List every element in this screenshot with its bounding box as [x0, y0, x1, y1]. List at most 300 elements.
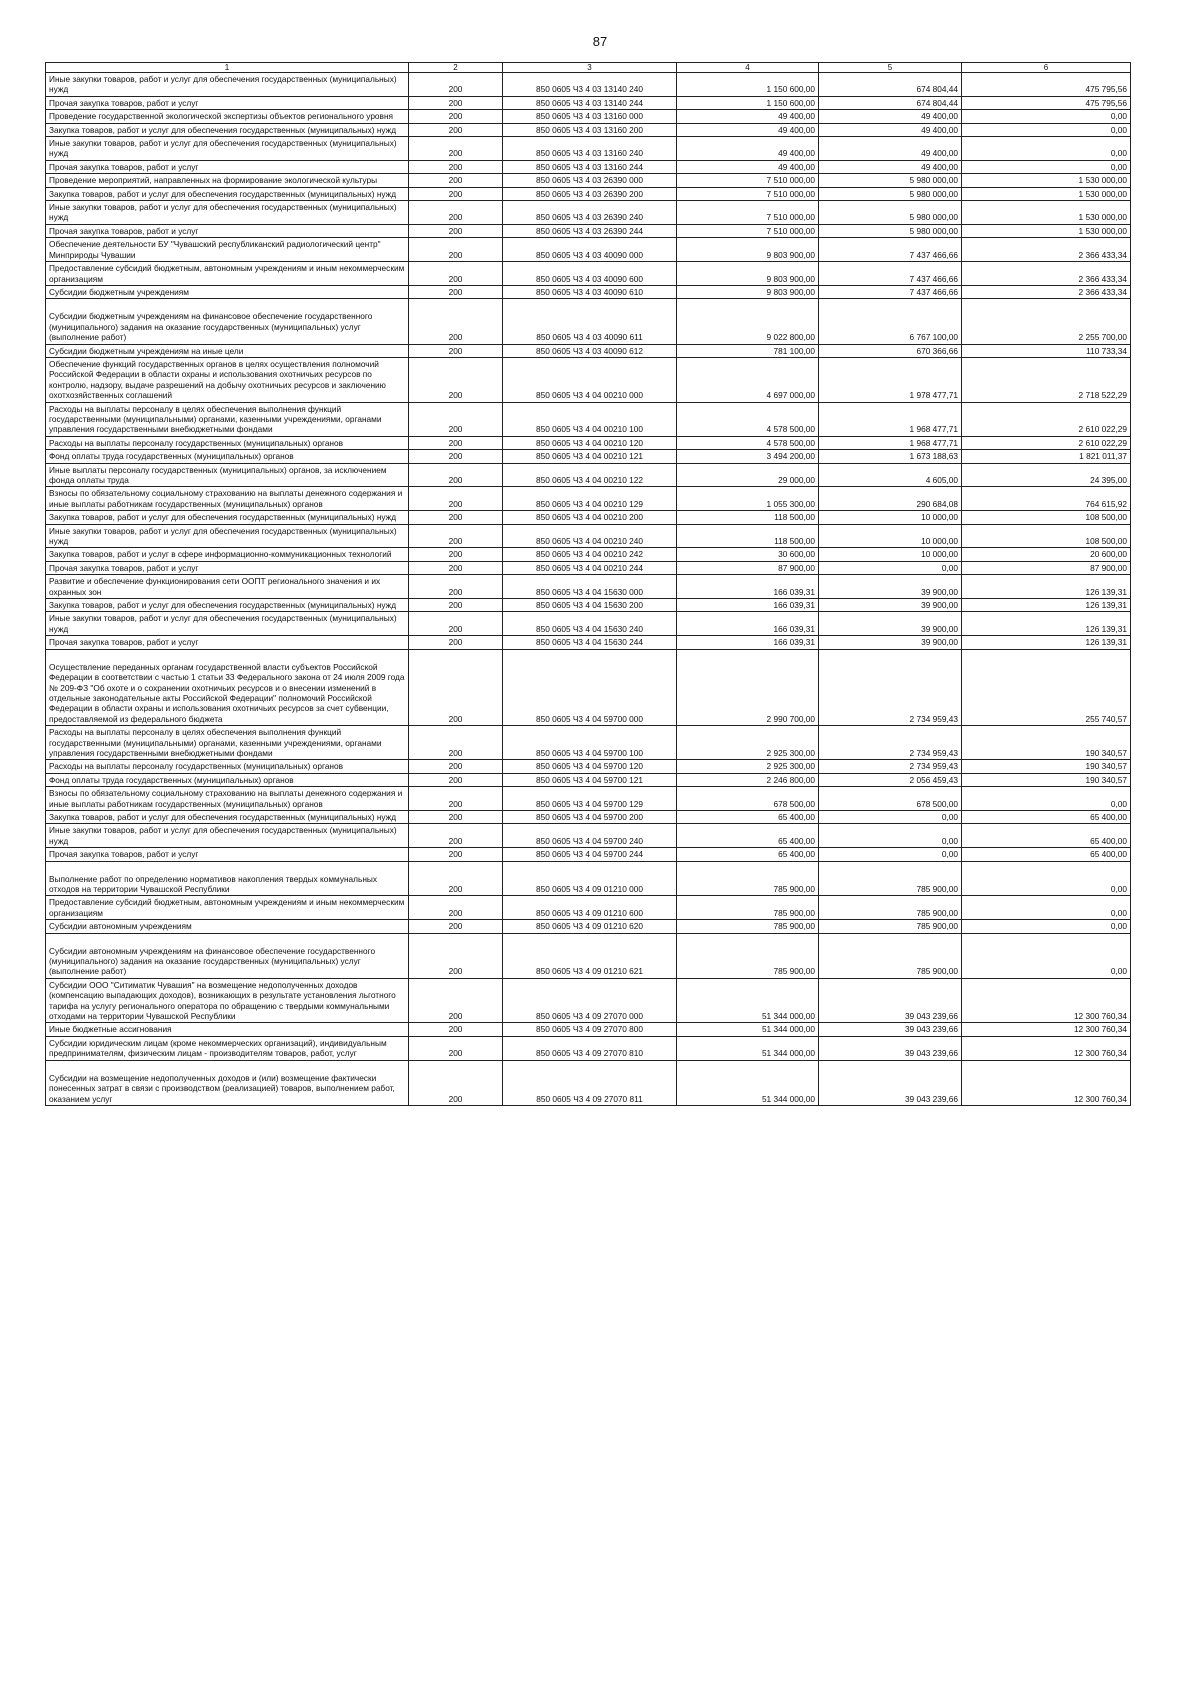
row-name: Закупка товаров, работ и услуг для обеспечения государственных (муниципальных) нужд [46, 810, 409, 823]
row-name: Взносы по обязательному социальному страхованию на выплаты денежного содержания и иные выплаты работникам государственных (муниципальных) органов [46, 487, 409, 511]
row-name: Иные бюджетные ассигнования [46, 1023, 409, 1036]
table-row [46, 933, 1131, 978]
row-value-col4: 781 100,00 [677, 344, 819, 357]
table-row [46, 636, 1131, 649]
row-code: 200 [409, 450, 503, 463]
row-value-col6: 65 400,00 [962, 810, 1131, 823]
row-value-col5: 2 734 959,43 [819, 760, 962, 773]
row-value-col5: 39 043 239,66 [819, 978, 962, 1023]
row-value-col6: 2 255 700,00 [962, 299, 1131, 344]
row-value-col5: 49 400,00 [819, 110, 962, 123]
row-code: 200 [409, 726, 503, 760]
table-row [46, 160, 1131, 173]
row-value-col4: 51 344 000,00 [677, 1060, 819, 1105]
row-name: Субсидии бюджетным учреждениям на иные цели [46, 344, 409, 357]
row-value-col4: 7 510 000,00 [677, 187, 819, 200]
row-value-col5: 1 968 477,71 [819, 436, 962, 449]
row-code: 200 [409, 299, 503, 344]
row-value-col6: 1 530 000,00 [962, 187, 1131, 200]
row-budget-classification-code: 850 0605 Ч3 4 03 13160 244 [503, 160, 677, 173]
row-name: Иные закупки товаров, работ и услуг для обеспечения государственных (муниципальных) нужд [46, 73, 409, 97]
row-value-col4: 3 494 200,00 [677, 450, 819, 463]
row-budget-classification-code: 850 0605 Ч3 4 03 13160 200 [503, 123, 677, 136]
row-code: 200 [409, 978, 503, 1023]
row-code: 200 [409, 773, 503, 786]
row-name: Расходы на выплаты персоналу государственных (муниципальных) органов [46, 760, 409, 773]
row-budget-classification-code: 850 0605 Ч3 4 03 40090 000 [503, 238, 677, 262]
row-name: Обеспечение функций государственных органов в целях осуществления полномочий Российской Федерации в области охраны и использования охотничьих ресурсов по контролю, надзору, выдаче разрешений на добычу охотничьих ресурсов и заключению охотхозяйственных соглашений [46, 357, 409, 402]
row-budget-classification-code: 850 0605 Ч3 4 04 00210 000 [503, 357, 677, 402]
row-budget-classification-code: 850 0605 Ч3 4 04 59700 000 [503, 649, 677, 725]
row-value-col4: 9 803 900,00 [677, 238, 819, 262]
table-row [46, 861, 1131, 896]
row-name: Расходы на выплаты персоналу в целях обеспечения выполнения функций государственными (муниципальными) органами, казенными учреждениями, органами управления государственными внебюджетными фондами [46, 402, 409, 436]
row-budget-classification-code: 850 0605 Ч3 4 09 27070 811 [503, 1060, 677, 1105]
row-value-col6: 0,00 [962, 110, 1131, 123]
column-header-4: 4 [677, 63, 819, 73]
row-value-col4: 118 500,00 [677, 511, 819, 524]
row-value-col5: 39 900,00 [819, 575, 962, 599]
row-code: 200 [409, 262, 503, 286]
row-value-col5: 7 437 466,66 [819, 285, 962, 298]
row-value-col4: 166 039,31 [677, 612, 819, 636]
table-row [46, 848, 1131, 861]
table-row [46, 511, 1131, 524]
row-code: 200 [409, 463, 503, 487]
table-row [46, 1060, 1131, 1105]
row-budget-classification-code: 850 0605 Ч3 4 03 40090 611 [503, 299, 677, 344]
row-budget-classification-code: 850 0605 Ч3 4 04 00210 200 [503, 511, 677, 524]
row-name: Иные закупки товаров, работ и услуг для обеспечения государственных (муниципальных) нужд [46, 137, 409, 161]
row-value-col4: 87 900,00 [677, 561, 819, 574]
row-name: Осуществление переданных органам государственной власти субъектов Российской Федерации в соответствии с частью 1 статьи 33 Федерального закона от 24 июля 2009 года № 209-ФЗ "Об охоте и о сохранении охотничьих ресурсов и о внесении изменений в отдельные законодательные акты Российской Федерации" полномочий Российской Федерации в области охраны и использования охотничьих ресурсов за счет субвенции, предоставляемой из федерального бюджета [46, 649, 409, 725]
row-budget-classification-code: 850 0605 Ч3 4 04 59700 200 [503, 810, 677, 823]
row-value-col6: 255 740,57 [962, 649, 1131, 725]
table-row [46, 1023, 1131, 1036]
row-budget-classification-code: 850 0605 Ч3 4 03 26390 000 [503, 174, 677, 187]
table-row [46, 357, 1131, 402]
row-value-col4: 785 900,00 [677, 896, 819, 920]
table-header-row [46, 63, 1131, 73]
row-code: 200 [409, 344, 503, 357]
row-code: 200 [409, 96, 503, 109]
table-row [46, 123, 1131, 136]
row-name: Прочая закупка товаров, работ и услуг [46, 636, 409, 649]
row-code: 200 [409, 575, 503, 599]
row-code: 200 [409, 920, 503, 933]
row-value-col4: 30 600,00 [677, 548, 819, 561]
row-value-col6: 126 139,31 [962, 612, 1131, 636]
row-value-col6: 12 300 760,34 [962, 978, 1131, 1023]
row-name: Прочая закупка товаров, работ и услуг [46, 160, 409, 173]
row-value-col6: 20 600,00 [962, 548, 1131, 561]
table-row [46, 174, 1131, 187]
row-value-col6: 1 530 000,00 [962, 174, 1131, 187]
row-value-col4: 785 900,00 [677, 920, 819, 933]
table-row [46, 599, 1131, 612]
table-row [46, 262, 1131, 286]
row-name: Субсидии ООО "Ситиматик Чувашия" на возмещение недополученных доходов (компенсацию выпадающих доходов), возникающих в результате установления льготного тарифа на услугу регионального оператора по обращению с твердыми коммунальными отходами на территории Чувашской Республики [46, 978, 409, 1023]
table-row [46, 1036, 1131, 1060]
row-code: 200 [409, 524, 503, 548]
row-value-col5: 5 980 000,00 [819, 187, 962, 200]
row-budget-classification-code: 850 0605 Ч3 4 04 00210 121 [503, 450, 677, 463]
row-value-col4: 2 990 700,00 [677, 649, 819, 725]
table-row [46, 110, 1131, 123]
row-budget-classification-code: 850 0605 Ч3 4 09 01210 620 [503, 920, 677, 933]
row-name: Предоставление субсидий бюджетным, автономным учреждениям и иным некоммерческим организациям [46, 896, 409, 920]
row-value-col6: 190 340,57 [962, 726, 1131, 760]
row-budget-classification-code: 850 0605 Ч3 4 04 59700 120 [503, 760, 677, 773]
column-header-1: 1 [46, 63, 409, 73]
row-budget-classification-code: 850 0605 Ч3 4 04 15630 240 [503, 612, 677, 636]
row-value-col4: 1 150 600,00 [677, 73, 819, 97]
table-row [46, 402, 1131, 436]
row-budget-classification-code: 850 0605 Ч3 4 03 40090 600 [503, 262, 677, 286]
row-name: Прочая закупка товаров, работ и услуг [46, 224, 409, 237]
row-value-col4: 7 510 000,00 [677, 224, 819, 237]
row-code: 200 [409, 487, 503, 511]
row-code: 200 [409, 810, 503, 823]
row-value-col6: 0,00 [962, 137, 1131, 161]
row-value-col5: 785 900,00 [819, 920, 962, 933]
row-name: Фонд оплаты труда государственных (муниципальных) органов [46, 450, 409, 463]
row-value-col4: 9 803 900,00 [677, 285, 819, 298]
row-value-col5: 39 900,00 [819, 636, 962, 649]
row-value-col5: 1 673 188,63 [819, 450, 962, 463]
row-value-col5: 7 437 466,66 [819, 262, 962, 286]
row-value-col6: 0,00 [962, 920, 1131, 933]
row-code: 200 [409, 896, 503, 920]
row-code: 200 [409, 110, 503, 123]
row-code: 200 [409, 1060, 503, 1105]
row-budget-classification-code: 850 0605 Ч3 4 09 27070 810 [503, 1036, 677, 1060]
row-budget-classification-code: 850 0605 Ч3 4 09 27070 800 [503, 1023, 677, 1036]
row-code: 200 [409, 848, 503, 861]
row-name: Проведение мероприятий, направленных на формирование экологической культуры [46, 174, 409, 187]
row-name: Закупка товаров, работ и услуг для обеспечения государственных (муниципальных) нужд [46, 511, 409, 524]
row-budget-classification-code: 850 0605 Ч3 4 03 13140 240 [503, 73, 677, 97]
row-name: Субсидии на возмещение недополученных доходов и (или) возмещение фактически понесенных затрат в связи с производством (реализацией) товаров, выполнением работ, оказанием услуг [46, 1060, 409, 1105]
table-row [46, 224, 1131, 237]
row-name: Иные закупки товаров, работ и услуг для обеспечения государственных (муниципальных) нужд [46, 612, 409, 636]
row-value-col5: 49 400,00 [819, 160, 962, 173]
row-value-col6: 1 530 000,00 [962, 201, 1131, 225]
table-row [46, 649, 1131, 725]
row-budget-classification-code: 850 0605 Ч3 4 09 27070 000 [503, 978, 677, 1023]
table-row [46, 187, 1131, 200]
row-code: 200 [409, 824, 503, 848]
row-code: 200 [409, 357, 503, 402]
row-code: 200 [409, 599, 503, 612]
row-value-col6: 1 821 011,37 [962, 450, 1131, 463]
row-name: Субсидии бюджетным учреждениям на финансовое обеспечение государственного (муниципального) задания на оказание государственных (муниципальных) услуг (выполнение работ) [46, 299, 409, 344]
row-value-col6: 126 139,31 [962, 599, 1131, 612]
row-value-col5: 49 400,00 [819, 123, 962, 136]
row-value-col5: 0,00 [819, 848, 962, 861]
row-code: 200 [409, 1023, 503, 1036]
row-value-col6: 108 500,00 [962, 524, 1131, 548]
row-name: Субсидии юридическим лицам (кроме некоммерческих организаций), индивидуальным предпринимателям, физическим лицам - производителям товаров, работ, услуг [46, 1036, 409, 1060]
table-row [46, 548, 1131, 561]
row-value-col5: 10 000,00 [819, 511, 962, 524]
row-value-col5: 39 043 239,66 [819, 1023, 962, 1036]
row-value-col6: 12 300 760,34 [962, 1023, 1131, 1036]
table-row [46, 561, 1131, 574]
table-row [46, 137, 1131, 161]
row-budget-classification-code: 850 0605 Ч3 4 04 59700 129 [503, 787, 677, 811]
row-value-col5: 6 767 100,00 [819, 299, 962, 344]
row-value-col5: 49 400,00 [819, 137, 962, 161]
table-row [46, 299, 1131, 344]
row-value-col6: 764 615,92 [962, 487, 1131, 511]
row-value-col5: 39 043 239,66 [819, 1060, 962, 1105]
row-value-col5: 674 804,44 [819, 96, 962, 109]
row-value-col6: 0,00 [962, 160, 1131, 173]
row-value-col6: 108 500,00 [962, 511, 1131, 524]
row-value-col6: 126 139,31 [962, 636, 1131, 649]
row-value-col6: 190 340,57 [962, 773, 1131, 786]
row-budget-classification-code: 850 0605 Ч3 4 04 00210 129 [503, 487, 677, 511]
row-value-col5: 4 605,00 [819, 463, 962, 487]
row-code: 200 [409, 201, 503, 225]
row-value-col5: 2 734 959,43 [819, 726, 962, 760]
row-value-col4: 118 500,00 [677, 524, 819, 548]
row-value-col6: 0,00 [962, 787, 1131, 811]
row-code: 200 [409, 787, 503, 811]
row-value-col4: 51 344 000,00 [677, 1036, 819, 1060]
table-row [46, 238, 1131, 262]
row-budget-classification-code: 850 0605 Ч3 4 09 01210 621 [503, 933, 677, 978]
row-value-col6: 2 366 433,34 [962, 285, 1131, 298]
row-value-col5: 7 437 466,66 [819, 238, 962, 262]
row-budget-classification-code: 850 0605 Ч3 4 04 59700 240 [503, 824, 677, 848]
row-value-col5: 674 804,44 [819, 73, 962, 97]
row-value-col4: 49 400,00 [677, 137, 819, 161]
table-row [46, 810, 1131, 823]
table-row [46, 285, 1131, 298]
row-value-col5: 678 500,00 [819, 787, 962, 811]
row-name: Субсидии автономным учреждениям [46, 920, 409, 933]
row-name: Иные закупки товаров, работ и услуг для обеспечения государственных (муниципальных) нужд [46, 824, 409, 848]
row-value-col4: 49 400,00 [677, 110, 819, 123]
row-budget-classification-code: 850 0605 Ч3 4 04 00210 122 [503, 463, 677, 487]
table-row [46, 896, 1131, 920]
row-value-col4: 49 400,00 [677, 160, 819, 173]
row-value-col5: 10 000,00 [819, 524, 962, 548]
row-budget-classification-code: 850 0605 Ч3 4 04 00210 242 [503, 548, 677, 561]
row-value-col4: 2 925 300,00 [677, 760, 819, 773]
row-name: Закупка товаров, работ и услуг в сфере информационно-коммуникационных технологий [46, 548, 409, 561]
row-value-col4: 785 900,00 [677, 933, 819, 978]
row-value-col6: 126 139,31 [962, 575, 1131, 599]
row-budget-classification-code: 850 0605 Ч3 4 04 00210 100 [503, 402, 677, 436]
row-code: 200 [409, 511, 503, 524]
column-header-2: 2 [409, 63, 503, 73]
table-row [46, 760, 1131, 773]
row-code: 200 [409, 174, 503, 187]
row-value-col6: 0,00 [962, 861, 1131, 896]
row-value-col4: 65 400,00 [677, 810, 819, 823]
row-value-col6: 190 340,57 [962, 760, 1131, 773]
row-value-col5: 290 684,08 [819, 487, 962, 511]
row-value-col4: 51 344 000,00 [677, 978, 819, 1023]
row-budget-classification-code: 850 0605 Ч3 4 04 00210 240 [503, 524, 677, 548]
table-row [46, 773, 1131, 786]
row-value-col6: 0,00 [962, 896, 1131, 920]
row-budget-classification-code: 850 0605 Ч3 4 04 59700 100 [503, 726, 677, 760]
column-header-5: 5 [819, 63, 962, 73]
row-budget-classification-code: 850 0605 Ч3 4 03 13160 240 [503, 137, 677, 161]
row-name: Закупка товаров, работ и услуг для обеспечения государственных (муниципальных) нужд [46, 123, 409, 136]
row-value-col4: 65 400,00 [677, 824, 819, 848]
row-budget-classification-code: 850 0605 Ч3 4 04 59700 244 [503, 848, 677, 861]
table-row [46, 575, 1131, 599]
page-number: 87 [592, 34, 608, 49]
row-name: Развитие и обеспечение функционирования сети ООПТ регионального значения и их охранных зон [46, 575, 409, 599]
row-value-col5: 5 980 000,00 [819, 201, 962, 225]
row-name: Прочая закупка товаров, работ и услуг [46, 848, 409, 861]
row-code: 200 [409, 548, 503, 561]
row-budget-classification-code: 850 0605 Ч3 4 04 15630 200 [503, 599, 677, 612]
row-value-col6: 2 366 433,34 [962, 262, 1131, 286]
table-row [46, 450, 1131, 463]
row-value-col6: 2 610 022,29 [962, 436, 1131, 449]
row-budget-classification-code: 850 0605 Ч3 4 03 13140 244 [503, 96, 677, 109]
table-row [46, 524, 1131, 548]
row-value-col5: 2 056 459,43 [819, 773, 962, 786]
row-value-col4: 9 022 800,00 [677, 299, 819, 344]
row-code: 200 [409, 285, 503, 298]
row-value-col4: 29 000,00 [677, 463, 819, 487]
row-value-col6: 475 795,56 [962, 73, 1131, 97]
row-value-col4: 1 055 300,00 [677, 487, 819, 511]
row-name: Иные закупки товаров, работ и услуг для обеспечения государственных (муниципальных) нужд [46, 524, 409, 548]
row-name: Выполнение работ по определению нормативов накопления твердых коммунальных отходов на территории Чувашской Республики [46, 861, 409, 896]
row-value-col4: 2 925 300,00 [677, 726, 819, 760]
column-header-6: 6 [962, 63, 1131, 73]
table-row [46, 344, 1131, 357]
row-code: 200 [409, 160, 503, 173]
row-code: 200 [409, 436, 503, 449]
row-value-col6: 2 610 022,29 [962, 402, 1131, 436]
row-name: Закупка товаров, работ и услуг для обеспечения государственных (муниципальных) нужд [46, 599, 409, 612]
row-code: 200 [409, 612, 503, 636]
row-value-col6: 87 900,00 [962, 561, 1131, 574]
row-value-col4: 4 578 500,00 [677, 402, 819, 436]
row-budget-classification-code: 850 0605 Ч3 4 04 00210 244 [503, 561, 677, 574]
row-value-col6: 12 300 760,34 [962, 1060, 1131, 1105]
row-code: 200 [409, 187, 503, 200]
row-name: Субсидии бюджетным учреждениям [46, 285, 409, 298]
row-value-col4: 7 510 000,00 [677, 201, 819, 225]
row-value-col4: 51 344 000,00 [677, 1023, 819, 1036]
row-value-col5: 785 900,00 [819, 861, 962, 896]
row-value-col6: 1 530 000,00 [962, 224, 1131, 237]
row-code: 200 [409, 123, 503, 136]
table-row [46, 463, 1131, 487]
row-value-col5: 0,00 [819, 810, 962, 823]
row-code: 200 [409, 137, 503, 161]
row-value-col4: 166 039,31 [677, 636, 819, 649]
row-value-col6: 475 795,56 [962, 96, 1131, 109]
row-value-col4: 678 500,00 [677, 787, 819, 811]
row-budget-classification-code: 850 0605 Ч3 4 09 01210 000 [503, 861, 677, 896]
row-code: 200 [409, 73, 503, 97]
row-budget-classification-code: 850 0605 Ч3 4 03 40090 610 [503, 285, 677, 298]
row-code: 200 [409, 1036, 503, 1060]
row-name: Взносы по обязательному социальному страхованию на выплаты денежного содержания и иные выплаты работникам государственных (муниципальных) органов [46, 787, 409, 811]
column-header-3: 3 [503, 63, 677, 73]
row-value-col6: 110 733,34 [962, 344, 1131, 357]
row-value-col4: 49 400,00 [677, 123, 819, 136]
row-value-col6: 24 395,00 [962, 463, 1131, 487]
row-code: 200 [409, 933, 503, 978]
row-budget-classification-code: 850 0605 Ч3 4 04 59700 121 [503, 773, 677, 786]
budget-execution-table [45, 62, 1131, 1106]
row-value-col5: 39 900,00 [819, 612, 962, 636]
table-row [46, 726, 1131, 760]
row-name: Закупка товаров, работ и услуг для обеспечения государственных (муниципальных) нужд [46, 187, 409, 200]
row-value-col5: 0,00 [819, 561, 962, 574]
row-value-col4: 2 246 800,00 [677, 773, 819, 786]
row-value-col5: 1 978 477,71 [819, 357, 962, 402]
row-value-col5: 2 734 959,43 [819, 649, 962, 725]
row-value-col6: 65 400,00 [962, 824, 1131, 848]
row-budget-classification-code: 850 0605 Ч3 4 09 01210 600 [503, 896, 677, 920]
table-row [46, 73, 1131, 97]
row-name: Фонд оплаты труда государственных (муниципальных) органов [46, 773, 409, 786]
row-name: Расходы на выплаты персоналу государственных (муниципальных) органов [46, 436, 409, 449]
row-value-col5: 5 980 000,00 [819, 224, 962, 237]
row-name: Расходы на выплаты персоналу в целях обеспечения выполнения функций государственными (муниципальными) органами, казенными учреждениями, органами управления государственными внебюджетными фондами [46, 726, 409, 760]
row-budget-classification-code: 850 0605 Ч3 4 03 13160 000 [503, 110, 677, 123]
row-value-col4: 166 039,31 [677, 575, 819, 599]
row-value-col5: 0,00 [819, 824, 962, 848]
row-code: 200 [409, 649, 503, 725]
row-value-col6: 12 300 760,34 [962, 1036, 1131, 1060]
row-name: Прочая закупка товаров, работ и услуг [46, 96, 409, 109]
row-budget-classification-code: 850 0605 Ч3 4 04 15630 244 [503, 636, 677, 649]
row-code: 200 [409, 224, 503, 237]
row-value-col4: 4 697 000,00 [677, 357, 819, 402]
row-value-col6: 65 400,00 [962, 848, 1131, 861]
row-code: 200 [409, 861, 503, 896]
row-value-col4: 7 510 000,00 [677, 174, 819, 187]
table-row [46, 978, 1131, 1023]
row-value-col6: 0,00 [962, 933, 1131, 978]
row-value-col5: 670 366,66 [819, 344, 962, 357]
row-name: Предоставление субсидий бюджетным, автономным учреждениям и иным некоммерческим организациям [46, 262, 409, 286]
row-value-col4: 65 400,00 [677, 848, 819, 861]
row-name: Иные закупки товаров, работ и услуг для обеспечения государственных (муниципальных) нужд [46, 201, 409, 225]
table-row [46, 201, 1131, 225]
row-value-col6: 0,00 [962, 123, 1131, 136]
row-name: Обеспечение деятельности БУ "Чувашский республиканский радиологический центр" Минприроды Чувашии [46, 238, 409, 262]
table-row [46, 787, 1131, 811]
row-code: 200 [409, 402, 503, 436]
row-code: 200 [409, 636, 503, 649]
row-value-col4: 4 578 500,00 [677, 436, 819, 449]
row-budget-classification-code: 850 0605 Ч3 4 04 15630 000 [503, 575, 677, 599]
row-value-col5: 785 900,00 [819, 933, 962, 978]
row-value-col5: 10 000,00 [819, 548, 962, 561]
row-value-col4: 1 150 600,00 [677, 96, 819, 109]
row-code: 200 [409, 238, 503, 262]
row-value-col5: 5 980 000,00 [819, 174, 962, 187]
row-value-col6: 2 718 522,29 [962, 357, 1131, 402]
table-row [46, 436, 1131, 449]
